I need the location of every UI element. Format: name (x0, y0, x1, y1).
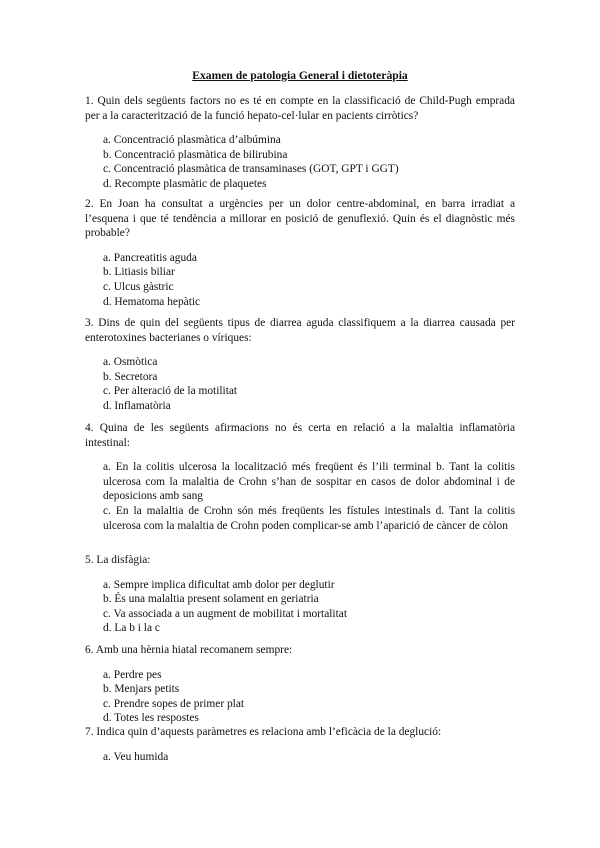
question-6 (85, 643, 515, 726)
options-list (85, 750, 515, 765)
question-4 (85, 421, 515, 533)
question-2 (85, 197, 515, 309)
options-list (85, 668, 515, 726)
option-a: a. Veu humida (103, 750, 169, 763)
question-7 (85, 725, 515, 764)
option-d: d. Recompte plasmàtic de plaquetes (103, 177, 267, 190)
question-text: 4. Quina de les següents afirmacions no és certa en relació a la malaltia inflamatòria intestinal: (85, 422, 515, 449)
option-a-b: a. En la colitis ulcerosa la localització més freqüent és l’ili terminal b. Tant la colitis ulcerosa com la malaltia de Crohn s’han de sospitar en casos de dolor abdominal i de deposicions amb sang (103, 461, 515, 503)
question-text: 1. Quin dels següents factors no es té en compte en la classificació de Child-Pugh emprada per a la caracterització de la funció hepato-cel·lular en pacients cirròtics? (85, 95, 515, 122)
option-a: a. Pancreatitis aguda (103, 251, 197, 264)
option-c: c. Prendre sopes de primer plat (103, 697, 245, 710)
option-d: d. Hematoma hepàtic (103, 295, 201, 308)
options-list (85, 133, 515, 191)
document-title: Examen de patologia General i dietoteràpia (192, 69, 408, 82)
question-text: 3. Dins de quin del següents tipus de diarrea aguda classifiquem a la diarrea causada per enterotoxines bacterianes o víriques: (85, 317, 515, 344)
option-c: c. Ulcus gàstric (103, 280, 174, 293)
option-a: a. Perdre pes (103, 668, 162, 681)
options-list (85, 460, 515, 533)
option-d: d. La b i la c (103, 622, 160, 635)
question-5 (85, 553, 515, 636)
options-list (85, 355, 515, 413)
question-text: 5. La disfàgia: (85, 554, 151, 566)
option-d: d. Totes les respostes (103, 712, 199, 725)
question-text: 2. En Joan ha consultat a urgències per un dolor centre-abdominal, en barra irradiat a l’esquena i que té tendència a millorar en posició de genuflexió. Quin és el diagnòstic més probable? (85, 198, 515, 240)
options-list (85, 578, 515, 636)
question-text: 7. Indica quin d’aquests paràmetres es relaciona amb l’eficàcia de la deglució: (85, 726, 442, 738)
option-c-d: c. En la malaltia de Crohn són més freqüents les fístules intestinals d. Tant la colitis ulcerosa com la malaltia de Crohn poden complicar-se amb l’aparició de càncer de còlon (103, 504, 515, 532)
question-1 (85, 94, 515, 192)
options-list (85, 251, 515, 309)
question-3 (85, 316, 515, 414)
option-b: b. Secretora (103, 370, 158, 383)
option-a: a. Osmòtica (103, 356, 158, 369)
question-text: 6. Amb una hèrnia hiatal recomanem sempre: (85, 644, 293, 656)
option-d: d. Inflamatòria (103, 399, 171, 412)
option-c: c. Va associada a un augment de mobilitat i mortalitat (103, 607, 347, 620)
option-c: c. Per alteració de la motilitat (103, 385, 238, 398)
option-a: a. Sempre implica dificultat amb dolor per deglutir (103, 578, 335, 591)
option-c: c. Concentració plasmàtica de transaminases (GOT, GPT i GGT) (103, 163, 399, 176)
option-b: b. Menjars petits (103, 683, 180, 696)
option-b: b. Litiasis biliar (103, 266, 175, 279)
option-b: b. És una malaltia present solament en geriatria (103, 593, 319, 606)
option-a: a. Concentració plasmàtica d’albúmina (103, 134, 281, 147)
option-b: b. Concentració plasmàtica de bilirubina (103, 148, 288, 161)
